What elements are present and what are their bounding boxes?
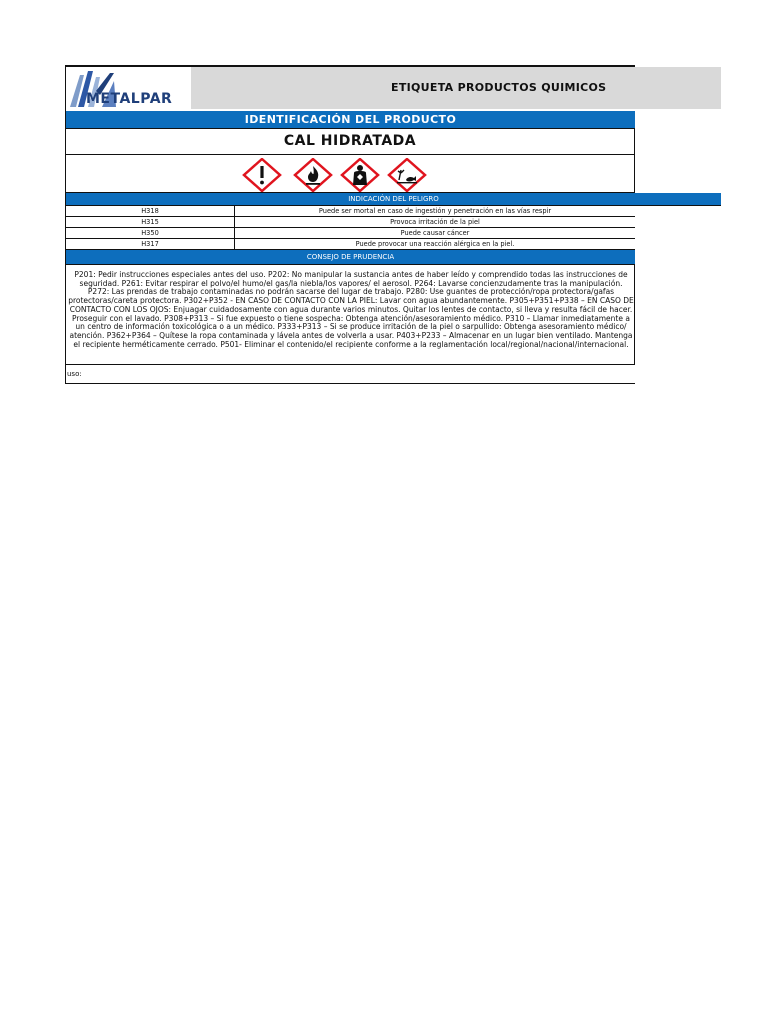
hazard-statement: Puede causar cáncer [400,229,470,237]
identification-band [65,111,635,129]
table-row [65,228,635,239]
title-cell [191,67,721,109]
identification-band-label: IDENTIFICACIÓN DEL PRODUCTO [244,113,457,126]
label-title: ETIQUETA PRODUCTOS QUIMICOS [391,81,607,94]
logo-wordmark: METALPAR [86,91,173,107]
precaution-band-label: CONSEJO DE PRUDENCIA [306,253,395,261]
table-row [65,239,635,250]
precaution-band [65,250,635,265]
uso-row [65,365,635,384]
chemical-label [65,65,635,384]
hazard-band [65,193,721,206]
hazard-table [65,206,635,250]
ghs-pictogram-row [65,155,635,193]
hazard-code: H318 [66,206,235,216]
hazard-band-label: INDICACIÓN DEL PELIGRO [348,195,439,203]
hazard-code: H317 [66,239,235,249]
table-row [65,206,635,217]
precaution-box [65,265,635,365]
hazard-statement: Puede ser mortal en caso de ingestión y penetración en las vías respir [318,207,552,215]
hazard-statement: Puede provocar una reacción alérgica en la piel. [355,240,515,248]
environment-icon [387,158,427,192]
precaution-statements: P201: Pedir instrucciones especiales antes del uso. P202: No manipular la sustancia antes de haber leído y comprendido todas las instrucciones de seguridad. P261: Evitar respirar el polvo/el humo/el gas/la niebla/los vapores/ el aerosol. P264: Lavarse concienzudamente tras la manipulación. P272: Las prendas de trabajo contaminadas no podrán sacarse del lugar de trabajo. P280: Use guantes de protección/ropa protectora/gafas protectoras/careta protectora. P302+P352 - EN CASO DE CONTACTO CON LA PIEL: Lavar con agua abundantemente. P305+P351+P338 – EN CASO DE CONTACTO CON LOS OJOS: Enjuagar cuidadosamente con agua durante varios minutos. Quitar los lentes de contacto, si lleva y resulta fácil de hacer. Proseguir con el lavado. P308+P313 – Si fue expuesto o tiene sospecha: Obtenga atención/asesoramiento médico. P310 – Llamar inmediatamente a un centro de información toxicológica o a un médico. P333+P313 – Si se produce irritación de la piel o sarpullido: Obtenga asesoramiento médico/ atención. P362+P364 – Quítese la ropa contaminada y lávela antes de volverla a usar. P403+P233 – Almacenar en un lugar bien ventilado. Mantenga el recipiente herméticamente cerrado. P501- Eliminar el contenido/el recipiente conforme a la reglamentación local/regional/nacional/internacional. [68,270,634,349]
label-header [65,65,635,111]
product-name: CAL HIDRATADA [65,129,635,155]
hazard-code: H315 [66,217,235,227]
hazard-statement: Provoca irritación de la piel [390,218,480,226]
uso-label: uso: [67,370,82,378]
health-hazard-icon [340,158,380,192]
company-logo [66,67,191,111]
hazard-code: H350 [66,228,235,238]
table-row [65,217,635,228]
flame-icon [293,158,333,192]
exclamation-mark-icon [242,158,282,192]
